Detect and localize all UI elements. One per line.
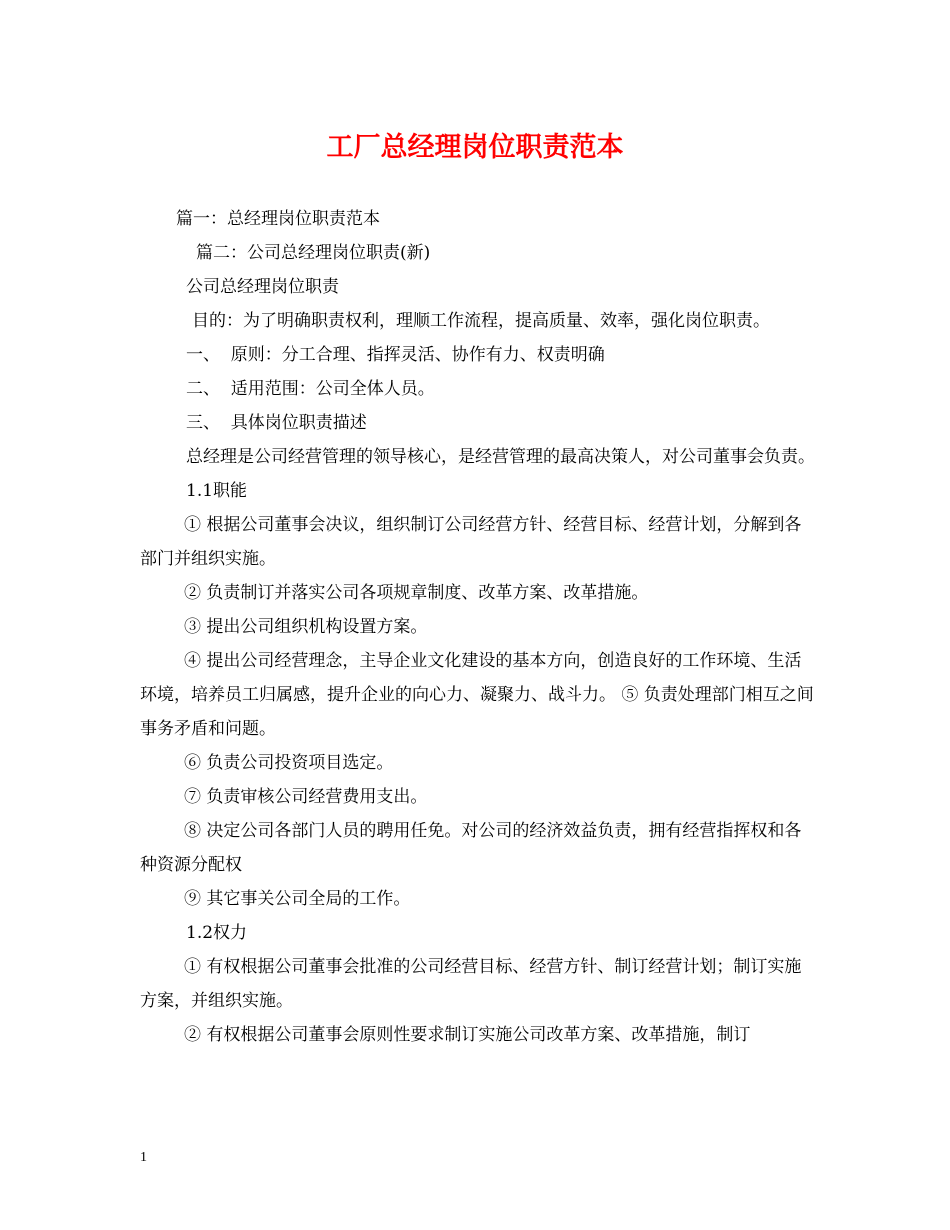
paragraph-scope: 二、 适用范围：公司全体人员。 (186, 379, 435, 399)
paragraph-purpose: 目的：为了明确职责权利，理顺工作流程，提高质量、效率，强化岗位职责。 (192, 311, 770, 331)
page-title: 工厂总经理岗位职责范本 (326, 132, 624, 163)
list-item-function: ⑧ 决定公司各部门人员的聘用任免。对公司的经济效益负责，拥有经营指挥权和各种资源分配权 (140, 821, 802, 875)
list-item-function: ⑦ 负责审核公司经营费用支出。 (184, 787, 428, 807)
paragraph-general-manager: 总经理是公司经营管理的领导核心，是经营管理的最高决策人，对公司董事会负责。 (186, 447, 815, 467)
list-item-power: ② 有权根据公司董事会原则性要求制订实施公司改革方案、改革措施，制订 (184, 1025, 751, 1045)
list-item-function: ⑨ 其它事关公司全局的工作。 (184, 889, 411, 909)
paragraph-part-one: 篇一：总经理岗位职责范本 (176, 209, 380, 229)
list-item-power: ① 有权根据公司董事会批准的公司经营目标、经营方针、制订经营计划；制订实施方案，并组织实施。 (140, 957, 802, 1011)
document-body (140, 202, 816, 1052)
page-number: 1 (140, 1150, 147, 1165)
subheading-functions: 1.1职能 (186, 481, 248, 501)
paragraph-principle: 一、 原则：分工合理、指挥灵活、协作有力、权责明确 (186, 345, 605, 365)
section-heading: 公司总经理岗位职责 (186, 277, 339, 297)
subheading-powers: 1.2权力 (186, 923, 248, 943)
list-item-function: ① 根据公司董事会决议，组织制订公司经营方针、经营目标、经营计划，分解到各部门并组织实施。 (140, 515, 802, 569)
paragraph-part-two: 篇二：公司总经理岗位职责(新) (196, 243, 431, 263)
list-item-function: ④ 提出公司经营理念，主导企业文化建设的基本方向，创造良好的工作环境、生活环境，培养员工归属感，提升企业的向心力、凝聚力、战斗力。 ⑤ 负责处理部门相互之间事务矛盾和问题。 (140, 651, 814, 739)
list-item-function: ⑥ 负责公司投资项目选定。 (184, 753, 394, 773)
paragraph-description-heading: 三、 具体岗位职责描述 (186, 413, 367, 433)
list-item-function: ③ 提出公司组织机构设置方案。 (184, 617, 428, 637)
list-item-function: ② 负责制订并落实公司各项规章制度、改革方案、改革措施。 (184, 583, 649, 603)
